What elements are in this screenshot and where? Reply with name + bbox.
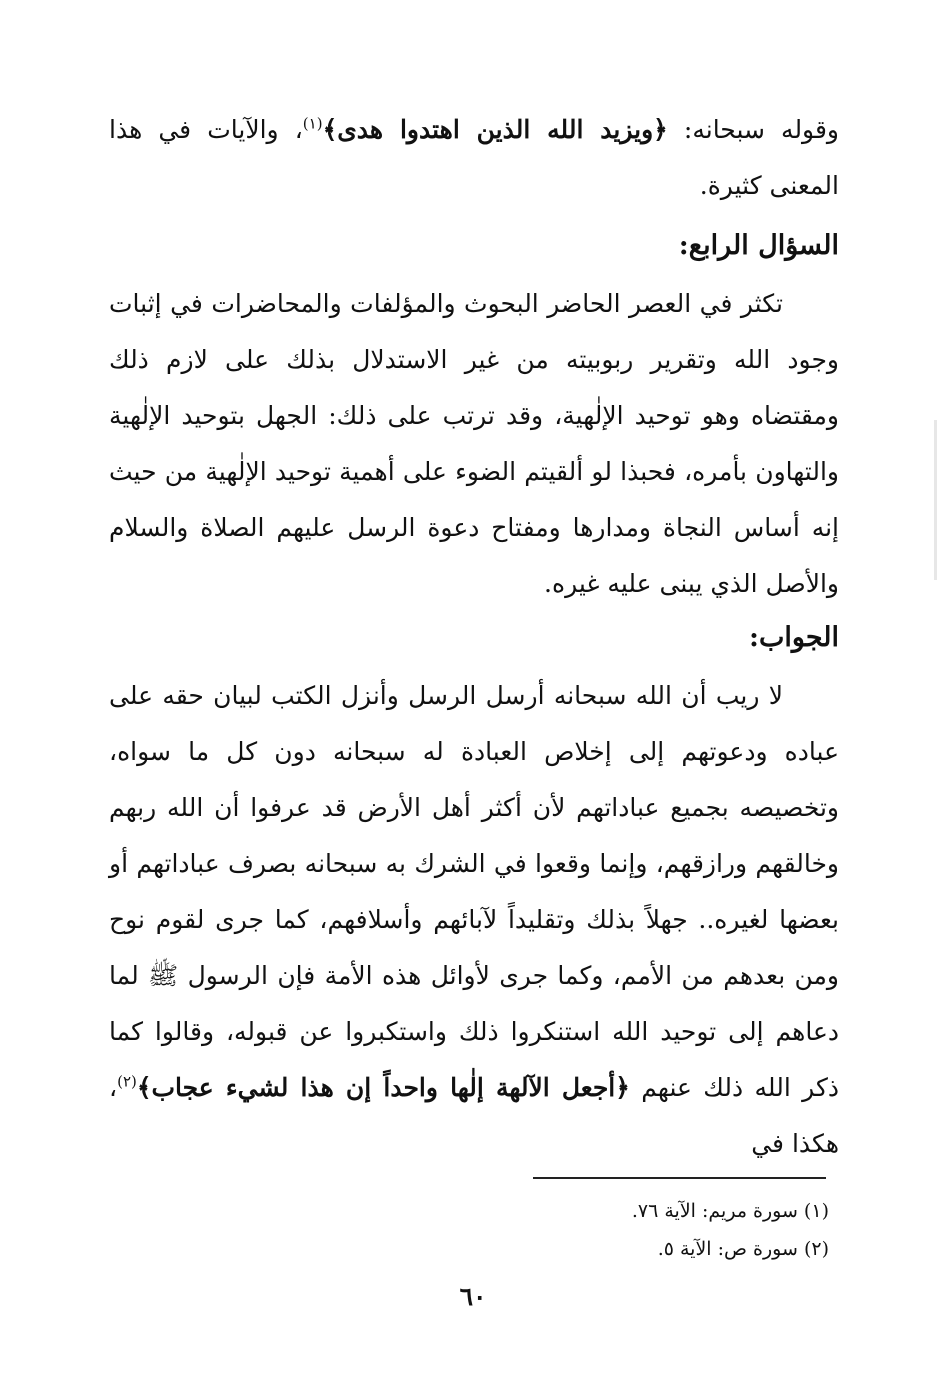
scan-edge-mark xyxy=(934,420,937,580)
footnote-ref-1[interactable]: (١) xyxy=(302,114,323,133)
quran-quote-1: ﴿ويزيد الله الذين اهتدوا هدى﴾ xyxy=(322,115,668,144)
answer-body xyxy=(109,668,839,1172)
footnote-divider xyxy=(533,1177,826,1179)
opening-rest: ، والآيات في هذا المعنى كثيرة. xyxy=(109,115,839,200)
footnotes xyxy=(329,1192,829,1268)
opening-paragraph xyxy=(109,102,839,214)
answer-tail: ، هكذا في xyxy=(109,1073,839,1158)
question-heading: السؤال الرابع: xyxy=(678,230,839,261)
quran-quote-2: ﴿أجعل الآلهة إلٰها واحداً إن هذا لشيء عجاب﴾ xyxy=(136,1073,630,1102)
footnote-ref-2[interactable]: (٢) xyxy=(117,1072,137,1091)
question-body: تكثر في العصر الحاضر البحوث والمؤلفات والمحاضرات في إثبات وجود الله وتقرير ربوبيته من غير الاستدلال بذلك على لازم ذلك ومقتضاه وهو توحيد الإلٰهية، وقد ترتب على ذلك: الجهل بتوحيد الإلٰهية والتهاون بأمره، فحبذا لو ألقيتم الضوء على أهمية توحيد الإلٰهية من حيث إنه أساس النجاة ومدارها ومفتاح دعوة الرسل عليهم الصلاة والسلام والأصل الذي يبنى عليه غيره. xyxy=(109,289,839,598)
answer-text: لا ريب أن الله سبحانه أرسل الرسل وأنزل الكتب لبيان حقه على عباده ودعوتهم إلى إخلاص العبادة له سبحانه دون كل ما سواه، وتخصيصه بجميع عباداتهم لأن أكثر أهل الأرض قد عرفوا أن الله ربهم وخالقهم ورازقهم، وإنما وقعوا في الشرك به سبحانه بصرف عباداتهم أو بعضها لغيره.. جهلاً بذلك وتقليداً لآبائهم وأسلافهم، كما جرى لقوم نوح ومن بعدهم من الأمم، وكما جرى لأوائل هذه الأمة فإن الرسول ﷺ لما دعاهم إلى توحيد الله استنكروا ذلك واستكبروا عن قبوله، وقالوا كما ذكر الله ذلك عنهم xyxy=(109,681,839,1102)
answer-heading: الجواب: xyxy=(749,622,839,653)
opening-intro: وقوله سبحانه: xyxy=(667,115,839,144)
footnote-1: (١) سورة مريم: الآية ٧٦. xyxy=(631,1200,829,1222)
page-number: ٦٠ xyxy=(459,1282,487,1311)
footnote-2: (٢) سورة ص: الآية ٥. xyxy=(657,1238,829,1260)
